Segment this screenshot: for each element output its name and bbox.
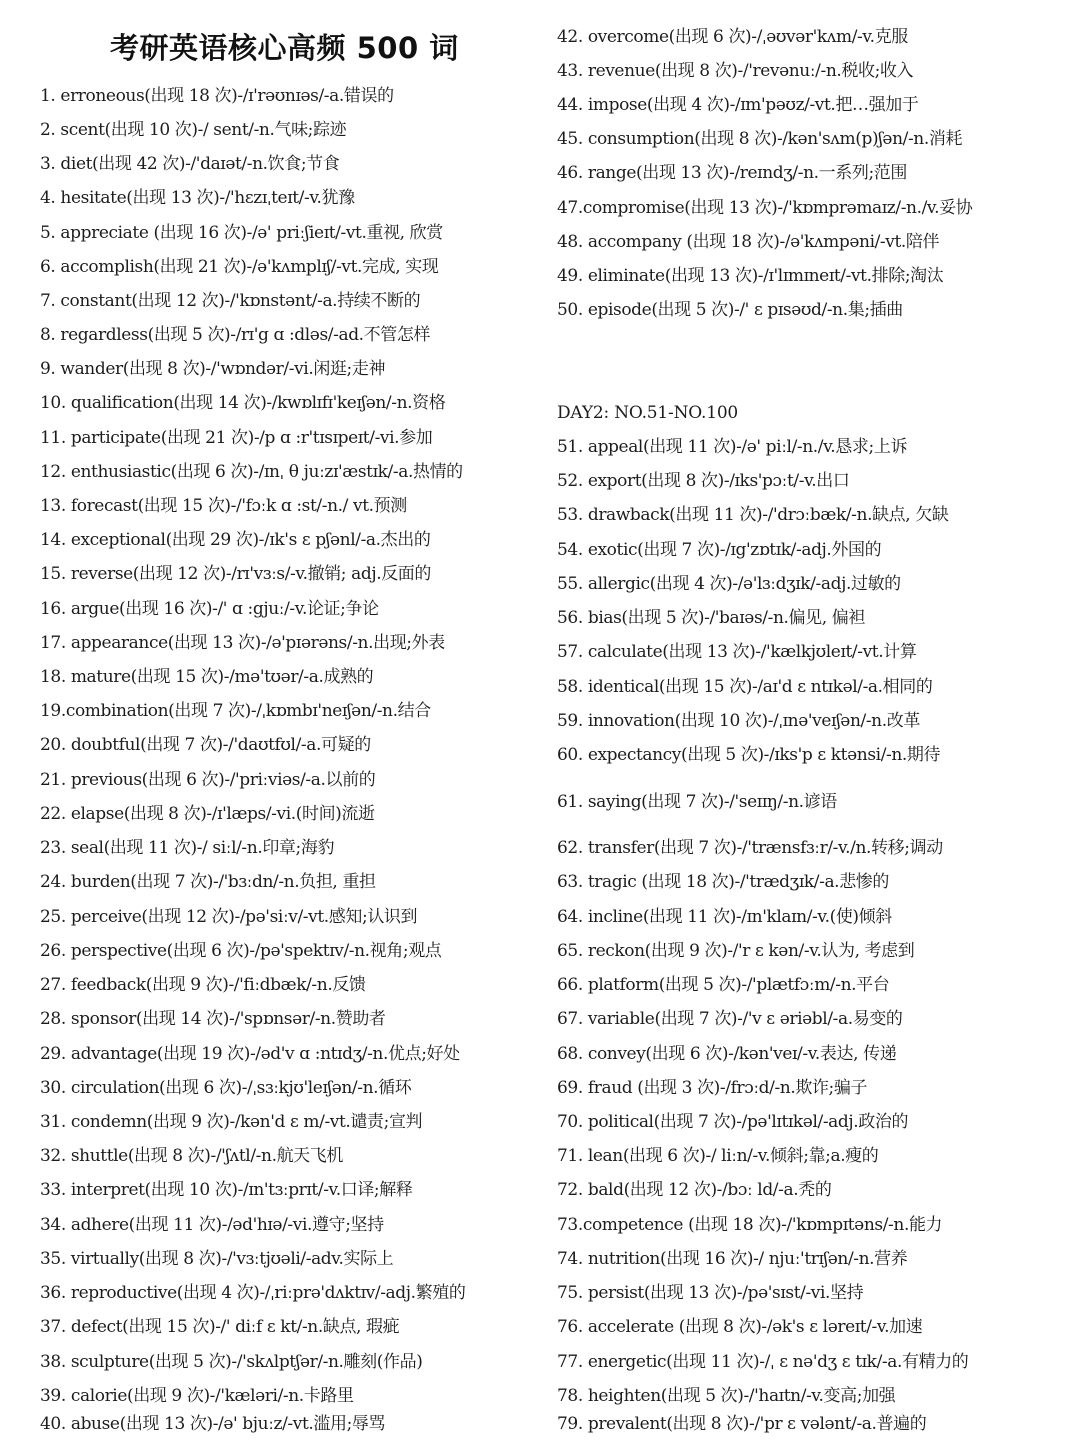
vocab-entry: 50. episode(出现 5 次)-/' ɛ pɪsəʊd/-n.集;插曲 <box>557 300 903 320</box>
vocab-entry: 62. transfer(出现 7 次)-/'trænsfɜːr/-v./n.转移;调动 <box>557 838 943 858</box>
vocab-entry: 74. nutrition(出现 16 次)-/ njuː'trɪʃən/-n.营养 <box>557 1249 908 1269</box>
vocab-entry: 39. calorie(出现 9 次)-/'kæləri/-n.卡路里 <box>40 1386 354 1406</box>
vocab-entry: 10. qualification(出现 14 次)-/kwɒlɪfɪ'keɪʃən/-n.资格 <box>40 393 446 413</box>
vocab-entry: 12. enthusiastic(出现 6 次)-/ɪnˌ θ juːzɪ'æstɪk/-a.热情的 <box>40 462 463 482</box>
vocab-entry: 42. overcome(出现 6 次)-/ˌəʊvər'kʌm/-v.克服 <box>557 27 908 47</box>
vocab-entry: 22. elapse(出现 8 次)-/ɪ'læps/-vi.(时间)流逝 <box>40 804 375 824</box>
vocab-entry: 72. bald(出现 12 次)-/bɔː ld/-a.秃的 <box>557 1180 832 1200</box>
vocab-entry: 68. convey(出现 6 次)-/kən'veɪ/-v.表达, 传递 <box>557 1044 897 1064</box>
vocab-entry: 31. condemn(出现 9 次)-/kən'd ɛ m/-vt.谴责;宣判 <box>40 1112 423 1132</box>
vocab-entry: 60. expectancy(出现 5 次)-/ɪks'p ɛ ktənsi/-n.期待 <box>557 745 941 765</box>
vocab-entry: 49. eliminate(出现 13 次)-/ɪ'lɪmɪneɪt/-vt.排除;淘汰 <box>557 266 944 286</box>
vocab-entry: 66. platform(出现 5 次)-/'plætfɔːm/-n.平台 <box>557 975 890 995</box>
vocab-entry: 56. bias(出现 5 次)-/'baɪəs/-n.偏见, 偏袒 <box>557 608 865 628</box>
vocab-entry: 19.combination(出现 7 次)-/ˌkɒmbɪ'neɪʃən/-n.结合 <box>40 701 431 721</box>
vocab-entry: 71. lean(出现 6 次)-/ liːn/-v.倾斜;靠;a.瘦的 <box>557 1146 879 1166</box>
vocab-entry: 43. revenue(出现 8 次)-/'revənuː/-n.税收;收入 <box>557 61 914 81</box>
vocab-entry: 67. variable(出现 7 次)-/'v ɛ əriəbl/-a.易变的 <box>557 1009 903 1029</box>
vocab-entry: 77. energetic(出现 11 次)-/ˌ ɛ nə'dʒ ɛ tɪk/-a.有精力的 <box>557 1352 969 1372</box>
vocab-entry: 69. fraud (出现 3 次)-/frɔːd/-n.欺诈;骗子 <box>557 1078 868 1098</box>
vocab-entry: 3. diet(出现 42 次)-/'daɪət/-n.饮食;节食 <box>40 154 340 174</box>
vocab-entry: 45. consumption(出现 8 次)-/kən'sʌm(p)ʃən/-n.消耗 <box>557 129 963 149</box>
vocab-entry: 51. appeal(出现 11 次)-/ə' piːl/-n./v.恳求;上诉 <box>557 437 908 457</box>
vocab-entry: 53. drawback(出现 11 次)-/'drɔːbæk/-n.缺点, 欠缺 <box>557 505 949 525</box>
vocab-entry: 5. appreciate (出现 16 次)-/ə' priːʃieɪt/-vt.重视, 欣赏 <box>40 223 443 243</box>
vocab-entry: 33. interpret(出现 10 次)-/ɪn'tɜːprɪt/-v.口译;解释 <box>40 1180 413 1200</box>
vocab-entry: 18. mature(出现 15 次)-/mə'tʊər/-a.成熟的 <box>40 667 374 687</box>
vocab-entry: 23. seal(出现 11 次)-/ siːl/-n.印章;海豹 <box>40 838 335 858</box>
vocab-entry: 78. heighten(出现 5 次)-/'haɪtn/-v.变高;加强 <box>557 1386 896 1406</box>
vocab-entry: 11. participate(出现 21 次)-/p ɑ :r'tɪsɪpeɪt/-vi.参加 <box>40 428 433 448</box>
vocab-entry: 34. adhere(出现 11 次)-/əd'hɪə/-vi.遵守;坚持 <box>40 1215 384 1235</box>
vocab-entry: 44. impose(出现 4 次)-/ɪm'pəʊz/-vt.把…强加于 <box>557 95 919 115</box>
vocab-entry: 32. shuttle(出现 8 次)-/'ʃʌtl/-n.航天飞机 <box>40 1146 343 1166</box>
vocab-entry: 6. accomplish(出现 21 次)-/ə'kʌmplɪʃ/-vt.完成, 实现 <box>40 257 439 277</box>
vocab-entry: 17. appearance(出现 13 次)-/ə'pɪərəns/-n.出现;外表 <box>40 633 445 653</box>
vocab-entry: 26. perspective(出现 6 次)-/pə'spektɪv/-n.视角;观点 <box>40 941 442 961</box>
page-title: 考研英语核心高频 500 词 <box>110 31 459 65</box>
vocab-entry: 29. advantage(出现 19 次)-/əd'v ɑ :ntɪdʒ/-n.优点;好处 <box>40 1044 460 1064</box>
vocab-entry: 1. erroneous(出现 18 次)-/ɪ'rəʊnɪəs/-a.错误的 <box>40 86 394 106</box>
vocab-entry: 2. scent(出现 10 次)-/ sent/-n.气味;踪迹 <box>40 120 347 140</box>
vocab-entry: 30. circulation(出现 6 次)-/ˌsɜːkjʊ'leɪʃən/-n.循环 <box>40 1078 412 1098</box>
vocab-entry: 14. exceptional(出现 29 次)-/ɪk's ɛ pʃənl/-a.杰出的 <box>40 530 431 550</box>
day2-section-header: DAY2: NO.51-NO.100 <box>557 403 739 423</box>
vocab-entry: 38. sculpture(出现 5 次)-/'skʌlptʃər/-n.雕刻(作品) <box>40 1352 423 1372</box>
vocab-entry: 20. doubtful(出现 7 次)-/'daʊtfʊl/-a.可疑的 <box>40 735 371 755</box>
vocab-entry: 35. virtually(出现 8 次)-/'vɜːtjʊəli/-adv.实际上 <box>40 1249 394 1269</box>
vocab-entry: 75. persist(出现 13 次)-/pə'sɪst/-vi.坚持 <box>557 1283 864 1303</box>
vocab-entry: 47.compromise(出现 13 次)-/'kɒmprəmaɪz/-n./v.妥协 <box>557 198 973 218</box>
vocab-entry: 21. previous(出现 6 次)-/'priːviəs/-a.以前的 <box>40 770 376 790</box>
vocab-entry: 27. feedback(出现 9 次)-/'fiːdbæk/-n.反馈 <box>40 975 366 995</box>
vocab-entry: 55. allergic(出现 4 次)-/ə'lɜːdʒɪk/-adj.过敏的 <box>557 574 901 594</box>
vocab-entry: 70. political(出现 7 次)-/pə'lɪtɪkəl/-adj.政治的 <box>557 1112 909 1132</box>
vocab-entry: 16. argue(出现 16 次)-/' ɑ :gjuː/-v.论证;争论 <box>40 599 379 619</box>
vocab-entry: 79. prevalent(出现 8 次)-/'pr ɛ vələnt/-a.普遍的 <box>557 1414 927 1434</box>
vocab-entry: 65. reckon(出现 9 次)-/'r ɛ kən/-v.认为, 考虑到 <box>557 941 915 961</box>
vocab-entry: 57. calculate(出现 13 次)-/'kælkjʊleɪt/-vt.计算 <box>557 642 917 662</box>
vocab-entry: 37. defect(出现 15 次)-/' diːf ɛ kt/-n.缺点, 瑕疵 <box>40 1317 400 1337</box>
vocab-entry: 76. accelerate (出现 8 次)-/ək's ɛ ləreɪt/-v.加速 <box>557 1317 923 1337</box>
vocab-entry: 24. burden(出现 7 次)-/'bɜːdn/-n.负担, 重担 <box>40 872 376 892</box>
vocab-entry: 48. accompany (出现 18 次)-/ə'kʌmpəni/-vt.陪伴 <box>557 232 940 252</box>
vocab-entry: 36. reproductive(出现 4 次)-/ˌriːprə'dʌktɪv/-adj.繁殖的 <box>40 1283 466 1303</box>
vocab-entry: 4. hesitate(出现 13 次)-/'hɛzɪˌteɪt/-v.犹豫 <box>40 188 355 208</box>
vocab-entry: 73.competence (出现 18 次)-/'kɒmpɪtəns/-n.能力 <box>557 1215 943 1235</box>
vocab-entry: 28. sponsor(出现 14 次)-/'spɒnsər/-n.赞助者 <box>40 1009 386 1029</box>
vocab-entry: 40. abuse(出现 13 次)-/ə' bjuːz/-vt.滥用;辱骂 <box>40 1414 386 1434</box>
vocab-entry: 8. regardless(出现 5 次)-/rɪ'g ɑ :dləs/-ad.不管怎样 <box>40 325 431 345</box>
vocab-entry: 54. exotic(出现 7 次)-/ɪg'zɒtɪk/-adj.外国的 <box>557 540 882 560</box>
vocab-entry: 59. innovation(出现 10 次)-/ˌɪnə'veɪʃən/-n.改革 <box>557 711 920 731</box>
vocab-entry: 61. saying(出现 7 次)-/'seɪɪŋ/-n.谚语 <box>557 792 837 812</box>
vocab-entry: 9. wander(出现 8 次)-/'wɒndər/-vi.闲逛;走神 <box>40 359 386 379</box>
vocab-entry: 25. perceive(出现 12 次)-/pə'siːv/-vt.感知;认识到 <box>40 907 418 927</box>
vocab-entry: 64. incline(出现 11 次)-/ɪn'klaɪn/-v.(使)倾斜 <box>557 907 892 927</box>
vocab-entry: 58. identical(出现 15 次)-/aɪ'd ɛ ntɪkəl/-a.相同的 <box>557 677 933 697</box>
vocab-entry: 13. forecast(出现 15 次)-/'fɔːk ɑ :st/-n./ vt.预测 <box>40 496 407 516</box>
vocab-entry: 15. reverse(出现 12 次)-/rɪ'vɜːs/-v.撤销; adj.反面的 <box>40 564 432 584</box>
vocab-entry: 46. range(出现 13 次)-/reɪndʒ/-n.一系列;范围 <box>557 163 907 183</box>
vocab-entry: 52. export(出现 8 次)-/ɪks'pɔːt/-v.出口 <box>557 471 850 491</box>
vocab-entry: 7. constant(出现 12 次)-/'kɒnstənt/-a.持续不断的 <box>40 291 421 311</box>
vocab-entry: 63. tragic (出现 18 次)-/'trædʒɪk/-a.悲惨的 <box>557 872 889 892</box>
